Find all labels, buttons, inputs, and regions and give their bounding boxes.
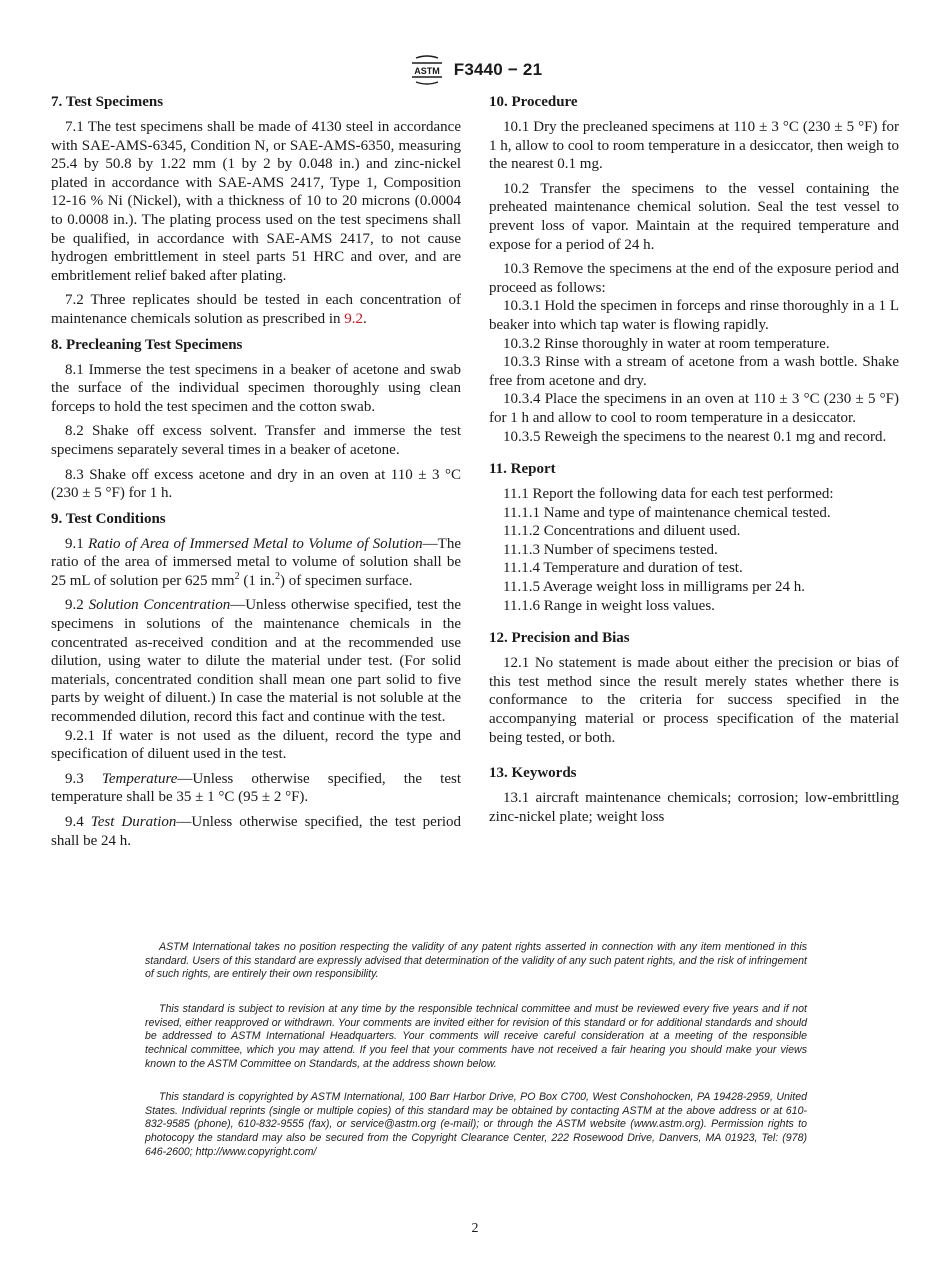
section-7-title: 7. Test Specimens	[51, 94, 164, 110]
para-8-2: 8.2 Shake off excess solvent. Transfer and immerse the test specimens separately several times in a beaker of acetone.	[51, 423, 461, 458]
para-9-4: 9.4 Test Duration—Unless otherwise specified, the test period shall be 24 h.	[51, 814, 462, 849]
section-8-title: 8. Precleaning Test Specimens	[51, 336, 243, 353]
para-10-3-3: 10.3.3 Rinse with a stream of acetone from a wash bottle. Shake free from acetone and dry.	[489, 354, 899, 389]
revision-notice: This standard is subject to revision at any time by the responsible technical committee and must be reviewed every five years and if not revised, either reapproved or withdrawn. Your comments are invited either for revision of this standard or for additional standards and should be addressed to ASTM International Headquarters. Your comments will receive careful consideration at a meeting of the responsible technical committee, which you may attend. If you feel that your comments have not received a fair hearing you should make your views known to the ASTM Committee on Standards, at the address shown below.	[145, 1003, 807, 1070]
para-7-2: 7.2 Three replicates should be tested in each concentration of maintenance chemicals solution as prescribed in 9.2.	[51, 292, 461, 327]
list-item: 11.1 Report the following data for each test performed:	[503, 486, 834, 503]
para-10-2: 10.2 Transfer the specimens to the vessel containing the preheated maintenance chemical solution. Seal the test vessel to prevent loss of vapor. Maintain at the required temperature and expose for a period of 24 h.	[489, 180, 899, 253]
para-10-3-5: 10.3.5 Reweigh the specimens to the nearest 0.1 mg and record.	[503, 428, 887, 445]
svg-text:ASTM: ASTM	[414, 66, 440, 76]
astm-logo-icon	[408, 54, 446, 86]
para-9-3: 9.3 Temperature—Unless otherwise specified, the test temperature shall be 35 ± 1 °C (95 ± 2 °F).	[51, 770, 462, 806]
patent-notice: ASTM International takes no position respecting the validity of any patent rights asserted in connection with any item mentioned in this standard. Users of this standard are expressly advised that determination of the validity of any such patent rights, and the risk of infringement of such rights, are entirely their own responsibility.	[145, 941, 807, 981]
para-10-3-1: 10.3.1 Hold the specimen in forceps and rinse thoroughly in a 1 L beaker into which tap water is flowing rapidly.	[489, 298, 899, 333]
page-header	[0, 54, 950, 86]
para-8-3: 8.3 Shake off excess acetone and dry in an oven at 110 ± 3 °C (230 ± 5 °F) for 1 h.	[51, 466, 461, 502]
section-11-title: 11. Report	[489, 461, 556, 478]
section-9-title: 9. Test Conditions	[51, 510, 166, 527]
list-item: 11.1.1 Name and type of maintenance chemical tested.	[503, 504, 831, 521]
section-12-title: 12. Precision and Bias	[489, 630, 630, 647]
list-item: 11.1.6 Range in weight loss values.	[503, 597, 715, 614]
para-9-2: 9.2 Solution Concentration—Unless otherwise specified, test the specimens in solutions of the maintenance chemicals in the concentrated as-received condition and at the recommended use dilution, using water to dilute the material under test. (For solid materials, concentrated condition shall mean one part solid to five parts by weight of diluent.) In case the material is not soluble at the recommended dilution, record this fact and continue with the test.	[51, 597, 461, 726]
section-10-title: 10. Procedure	[489, 94, 578, 110]
para-9-2-1: 9.2.1 If water is not used as the diluent, record the type and specification of diluent used in the test.	[51, 727, 461, 763]
page-number: 2	[471, 1221, 479, 1236]
right-column	[489, 92, 899, 832]
para-12-1: 12.1 No statement is made about either the precision or bias of this test method since the result merely states whether there is conformance to the criteria for success specified in the accompanying material or process specification of the material being tested, or both.	[489, 655, 899, 746]
para-8-1: 8.1 Immerse the test specimens in a beaker of acetone and swab the surface of the individual specimen thoroughly using clean forceps to hold the test specimen and the cotton swab.	[51, 361, 461, 415]
copyright-notice: This standard is copyrighted by ASTM International, 100 Barr Harbor Drive, PO Box C700, West Conshohocken, PA 19428-2959, United States. Individual reprints (single or multiple copies) of this standard may be obtained by contacting ASTM at the above address or at 610-832-9585 (phone), 610-832-9555 (fax), or service@astm.org (e-mail); or through the ASTM website (www.astm.org). Permission rights to photocopy the standard may also be secured from the Copyright Clearance Center, 222 Rosewood Drive, Danvers, MA 01923, Tel: (978) 646-2600; http://www.copyright.com/	[145, 1091, 807, 1158]
list-item: 11.1.2 Concentrations and diluent used.	[503, 523, 741, 540]
left-column	[51, 92, 461, 856]
list-item: 11.1.4 Temperature and duration of test.	[503, 560, 743, 577]
para-9-1: 9.1 Ratio of Area of Immersed Metal to Volume of Solution—The ratio of the area of immersed metal to volume of solution shall be 25 mL of solution per 625 $mm^2$ (1 in.$^2$) of specimen surface.	[51, 535, 461, 589]
document-id: F3440 − 21	[453, 60, 543, 79]
para-10-3-2: 10.3.2 Rinse thoroughly in water at room temperature.	[503, 335, 830, 352]
para-7-1: 7.1 The test specimens shall be made of 4130 steel in accordance with SAE-AMS-6345, Condition N, or SAE-AMS-6350, measuring 25.4 by 50.8 by 1.22 mm (1 by 2 by 0.048 in.) and zinc-nickel plated in accordance with SAE-AMS 2417, Type 1, Composition 12-16 % Ni (Nickel), with a thickness of 10 to 20 microns (0.0004 to 0.0008 in.). The plating process used on the test specimens shall be qualified, in accordance with SAE-AMS 2417, to not cause hydrogen embrittlement in steel parts 51 HRC and over, and are embritlement relief baked after plating.	[51, 119, 461, 284]
para-10-3-4: 10.3.4 Place the specimens in an oven at 110 ± 3 °C (230 ± 5 °F) for 1 h and allow to cool to room temperature in a desiccator.	[489, 391, 899, 426]
list-item: 11.1.5 Average weight loss in milligrams per 24 h.	[503, 579, 806, 596]
para-10-1: 10.1 Dry the precleaned specimens at 110 ± 3 °C (230 ± 5 °F) for 1 h, allow to cool to room temperature in a desiccator, then weigh to the nearest 0.1 mg.	[489, 119, 899, 173]
ref-link-9-2[interactable]: 9.2	[344, 310, 363, 327]
para-13-1: 13.1 aircraft maintenance chemicals; corrosion; low-embrittling zinc-nickel plate; weight loss	[489, 790, 899, 825]
list-item: 11.1.3 Number of specimens tested.	[503, 541, 718, 558]
para-10-3: 10.3 Remove the specimens at the end of the exposure period and proceed as follows:	[489, 261, 899, 296]
section-13-title: 13. Keywords	[489, 765, 577, 782]
